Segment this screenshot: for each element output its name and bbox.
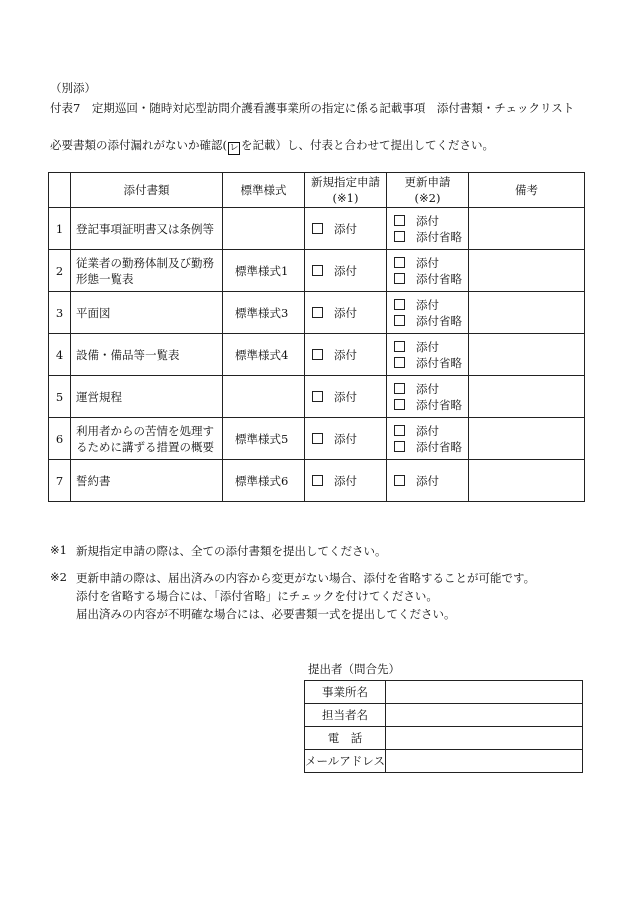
remarks-cell[interactable] — [469, 250, 585, 292]
note2-line1: 更新申請の際は、届出済みの内容から変更がない場合、添付を省略することが可能です。 — [76, 571, 536, 585]
note1-text: 新規指定申請の際は、全ての添付書類を提出してください。 — [76, 544, 387, 558]
new-application-cell — [305, 376, 387, 418]
instruction-text — [50, 137, 494, 155]
new-attach-checkbox[interactable]: 添付 — [312, 431, 386, 447]
table-row — [49, 292, 585, 334]
page-title: 付表7 定期巡回・随時対応型訪問介護看護事業所の指定に係る記載事項 添付書類・チェックリスト — [50, 101, 575, 115]
table-row — [49, 250, 585, 292]
attach-checkbox[interactable]: 添付 — [394, 213, 468, 229]
note2-line3: 届出済みの内容が不明確な場合には、必要書類一式を提出してください。 — [76, 607, 456, 621]
row-number: 3 — [49, 292, 71, 334]
standard-form: 標準様式3 — [223, 292, 305, 334]
checkbox-icon[interactable] — [394, 357, 405, 368]
update-application-cell — [387, 250, 469, 292]
checkbox-icon[interactable] — [312, 265, 323, 276]
table-row — [49, 208, 585, 250]
standard-form — [223, 208, 305, 250]
new-attach-checkbox[interactable]: 添付 — [312, 347, 386, 363]
new-application-cell — [305, 250, 387, 292]
instruction-before: 必要書類の添付漏れがないか確認( — [50, 138, 227, 152]
submitter-value-field[interactable] — [386, 681, 583, 704]
attach-checkbox[interactable]: 添付 — [394, 423, 468, 439]
row-number: 6 — [49, 418, 71, 460]
checkbox-icon[interactable] — [394, 299, 405, 310]
checkbox-icon[interactable] — [394, 273, 405, 284]
omit-checkbox[interactable]: 添付省略 — [394, 439, 468, 455]
remarks-cell[interactable] — [469, 460, 585, 502]
submitter-row — [305, 704, 583, 727]
checkbox-icon[interactable] — [312, 391, 323, 402]
checkbox-icon[interactable] — [394, 341, 405, 352]
update-application-cell — [387, 292, 469, 334]
row-number: 7 — [49, 460, 71, 502]
header-form: 標準様式 — [223, 173, 305, 208]
header-num — [49, 173, 71, 208]
submitter-value-field[interactable] — [386, 727, 583, 750]
table-row — [49, 334, 585, 376]
checkbox-icon[interactable] — [312, 307, 323, 318]
table-header-row — [49, 173, 585, 208]
update-application-cell — [387, 208, 469, 250]
header-update: 更新申請 (※2) — [387, 173, 469, 208]
table-row — [49, 376, 585, 418]
table-row — [49, 460, 585, 502]
note2-line2: 添付を省略する場合には、「添付省略」にチェックを付けてください。 — [76, 589, 438, 603]
row-number: 5 — [49, 376, 71, 418]
submitter-row — [305, 681, 583, 704]
checkbox-icon[interactable] — [394, 399, 405, 410]
attach-checkbox[interactable]: 添付 — [394, 473, 468, 489]
standard-form — [223, 376, 305, 418]
checkbox-icon[interactable] — [394, 231, 405, 242]
submitter-table — [304, 680, 583, 773]
new-attach-checkbox[interactable]: 添付 — [312, 263, 386, 279]
checkbox-icon[interactable] — [312, 433, 323, 444]
checkbox-icon[interactable] — [394, 383, 405, 394]
checkbox-icon[interactable] — [394, 425, 405, 436]
omit-checkbox[interactable]: 添付省略 — [394, 313, 468, 329]
omit-checkbox[interactable]: 添付省略 — [394, 397, 468, 413]
update-application-cell — [387, 334, 469, 376]
submitter-value-field[interactable] — [386, 704, 583, 727]
checkbox-icon[interactable] — [312, 349, 323, 360]
omit-checkbox[interactable]: 添付省略 — [394, 271, 468, 287]
submitter-row — [305, 750, 583, 773]
checkbox-icon[interactable] — [394, 215, 405, 226]
checkbox-icon[interactable] — [394, 475, 405, 486]
standard-form: 標準様式4 — [223, 334, 305, 376]
checkbox-icon[interactable] — [394, 441, 405, 452]
remarks-cell[interactable] — [469, 292, 585, 334]
omit-checkbox[interactable]: 添付省略 — [394, 229, 468, 245]
submitter-label: メールアドレス — [305, 750, 386, 773]
document-name: 誓約書 — [71, 460, 223, 502]
document-name: 利用者からの苦情を処理す るために講ずる措置の概要 — [71, 418, 223, 460]
new-attach-checkbox[interactable]: 添付 — [312, 305, 386, 321]
attach-checkbox[interactable]: 添付 — [394, 381, 468, 397]
update-application-cell — [387, 376, 469, 418]
document-name: 設備・備品等一覧表 — [71, 334, 223, 376]
new-application-cell — [305, 418, 387, 460]
new-application-cell — [305, 292, 387, 334]
header-new: 新規指定申請 (※1) — [305, 173, 387, 208]
submitter-label: 事業所名 — [305, 681, 386, 704]
standard-form: 標準様式1 — [223, 250, 305, 292]
attach-checkbox[interactable]: 添付 — [394, 255, 468, 271]
attach-checkbox[interactable]: 添付 — [394, 339, 468, 355]
update-application-cell — [387, 418, 469, 460]
document-name: 登記事項証明書又は条例等 — [71, 208, 223, 250]
remarks-cell[interactable] — [469, 376, 585, 418]
new-attach-checkbox[interactable]: 添付 — [312, 389, 386, 405]
submitter-title: 提出者（問合先） — [308, 662, 400, 676]
note2-mark: ※2 — [50, 570, 67, 584]
update-application-cell — [387, 460, 469, 502]
document-name: 従業者の勤務体制及び勤務 形態一覧表 — [71, 250, 223, 292]
standard-form: 標準様式6 — [223, 460, 305, 502]
omit-checkbox[interactable]: 添付省略 — [394, 355, 468, 371]
checkbox-icon[interactable] — [394, 257, 405, 268]
document-name: 平面図 — [71, 292, 223, 334]
header-remarks: 備考 — [469, 173, 585, 208]
submitter-label: 電 話 — [305, 727, 386, 750]
instruction-after: を記載）し、付表と合わせて提出してください。 — [241, 138, 494, 152]
row-number: 4 — [49, 334, 71, 376]
table-row — [49, 418, 585, 460]
new-attach-checkbox[interactable]: 添付 — [312, 473, 386, 489]
check-mark-icon: レ — [229, 143, 239, 153]
remarks-cell[interactable] — [469, 334, 585, 376]
header-doc: 添付書類 — [71, 173, 223, 208]
attach-checkbox[interactable]: 添付 — [394, 297, 468, 313]
remarks-cell[interactable] — [469, 208, 585, 250]
checkbox-icon[interactable] — [312, 223, 323, 234]
submitter-row — [305, 727, 583, 750]
new-application-cell — [305, 208, 387, 250]
checkbox-icon[interactable] — [312, 475, 323, 486]
submitter-value-field[interactable] — [386, 750, 583, 773]
standard-form: 標準様式5 — [223, 418, 305, 460]
submitter-label: 担当者名 — [305, 704, 386, 727]
row-number: 1 — [49, 208, 71, 250]
remarks-cell[interactable] — [469, 418, 585, 460]
checklist-table — [48, 172, 585, 502]
checkbox-icon[interactable] — [394, 315, 405, 326]
new-application-cell — [305, 334, 387, 376]
note1-mark: ※1 — [50, 543, 67, 557]
new-attach-checkbox[interactable]: 添付 — [312, 221, 386, 237]
annex-label: （別添） — [50, 81, 96, 95]
new-application-cell — [305, 460, 387, 502]
document-name: 運営規程 — [71, 376, 223, 418]
row-number: 2 — [49, 250, 71, 292]
